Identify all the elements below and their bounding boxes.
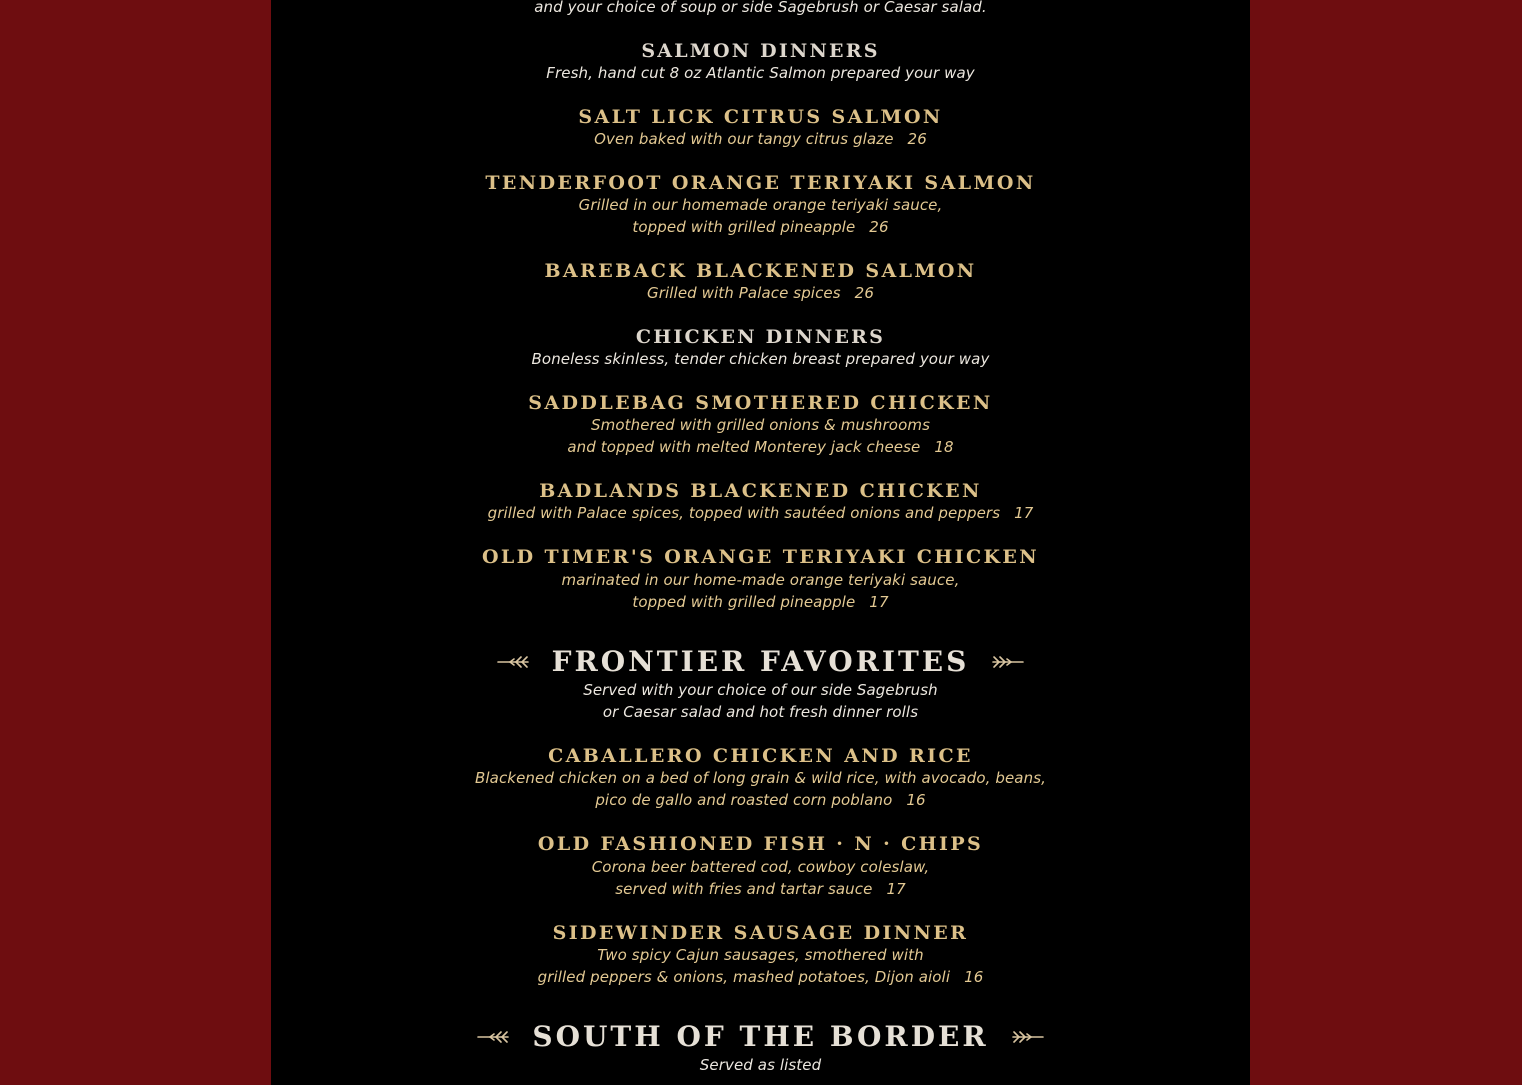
dish-name: SALT LICK CITRUS SALMON xyxy=(578,106,943,128)
dish-price: 17 xyxy=(1014,504,1034,522)
dish-description: Grilled in our homemade orange teriyaki sauce, xyxy=(578,196,943,214)
dish-description: served with fries and tartar sauce 17 xyxy=(615,880,906,898)
frontier-favorites-title: FRONTIER FAVORITES xyxy=(551,645,970,678)
chicken-dinners-title: CHICKEN DINNERS xyxy=(635,326,886,348)
frontier-favorites-subtitle: Served with your choice of our side Sagebrush xyxy=(583,681,938,699)
dish-description: grilled peppers & onions, mashed potatoes, Dijon aioli 16 xyxy=(537,968,984,986)
dish-description: topped with grilled pineapple 17 xyxy=(632,593,889,611)
dish-price: 26 xyxy=(907,130,927,148)
dish-name: OLD TIMER'S ORANGE TERIYAKI CHICKEN xyxy=(481,546,1040,568)
arrow-fletching-icon xyxy=(496,653,530,671)
salmon-dinners-subtitle: Fresh, hand cut 8 oz Atlantic Salmon prepared your way xyxy=(546,64,975,82)
dish-description: Corona beer battered cod, cowboy coleslaw, xyxy=(591,858,930,876)
menu-panel xyxy=(271,0,1250,1085)
dish-name: BADLANDS BLACKENED CHICKEN xyxy=(539,480,982,502)
dish-description: Two spicy Cajun sausages, smothered with xyxy=(597,946,924,964)
dish-description: Oven baked with our tangy citrus glaze 26 xyxy=(594,130,927,148)
dish-description: Grilled with Palace spices 26 xyxy=(647,284,874,302)
dish-name: BAREBACK BLACKENED SALMON xyxy=(544,260,977,282)
dish-description: grilled with Palace spices, topped with sautéed onions and peppers 17 xyxy=(487,504,1034,522)
arrow-fletching-icon xyxy=(476,1028,510,1046)
dish-price: 17 xyxy=(886,880,906,898)
salmon-dinners-title: SALMON DINNERS xyxy=(641,40,880,62)
arrow-fletching-icon xyxy=(1011,1028,1045,1046)
dish-price: 17 xyxy=(869,593,889,611)
dish-name: CABALLERO CHICKEN AND RICE xyxy=(548,745,973,767)
south-of-the-border-header xyxy=(271,1020,1250,1053)
dish-description: Smothered with grilled onions & mushrooms xyxy=(591,416,930,434)
chicken-dinners-subtitle: Boneless skinless, tender chicken breast prepared your way xyxy=(531,350,990,368)
dish-description: topped with grilled pineapple 26 xyxy=(632,218,889,236)
dish-description: and topped with melted Monterey jack cheese 18 xyxy=(567,438,954,456)
frontier-favorites-subtitle: or Caesar salad and hot fresh dinner rolls xyxy=(602,703,919,721)
dish-price: 26 xyxy=(854,284,874,302)
dish-price: 16 xyxy=(906,791,926,809)
dish-description: marinated in our home-made orange teriyaki sauce, xyxy=(561,571,960,589)
dish-name: SADDLEBAG SMOTHERED CHICKEN xyxy=(528,392,993,414)
dish-price: 18 xyxy=(934,438,954,456)
dish-price: 16 xyxy=(964,968,984,986)
dish-price: 26 xyxy=(869,218,889,236)
dish-name: SIDEWINDER SAUSAGE DINNER xyxy=(552,922,969,944)
dish-name: TENDERFOOT ORANGE TERIYAKI SALMON xyxy=(485,172,1036,194)
south-of-the-border-title: SOUTH OF THE BORDER xyxy=(532,1020,989,1053)
intro-line: and your choice of soup or side Sagebrush or Caesar salad. xyxy=(534,0,987,16)
frontier-favorites-header xyxy=(271,645,1250,678)
south-of-the-border-subtitle: Served as listed xyxy=(699,1056,822,1074)
dish-description: pico de gallo and roasted corn poblano 16 xyxy=(595,791,926,809)
dish-description: Blackened chicken on a bed of long grain & wild rice, with avocado, beans, xyxy=(475,769,1046,787)
dish-name: OLD FASHIONED FISH · N · CHIPS xyxy=(537,833,984,855)
arrow-fletching-icon xyxy=(991,653,1025,671)
